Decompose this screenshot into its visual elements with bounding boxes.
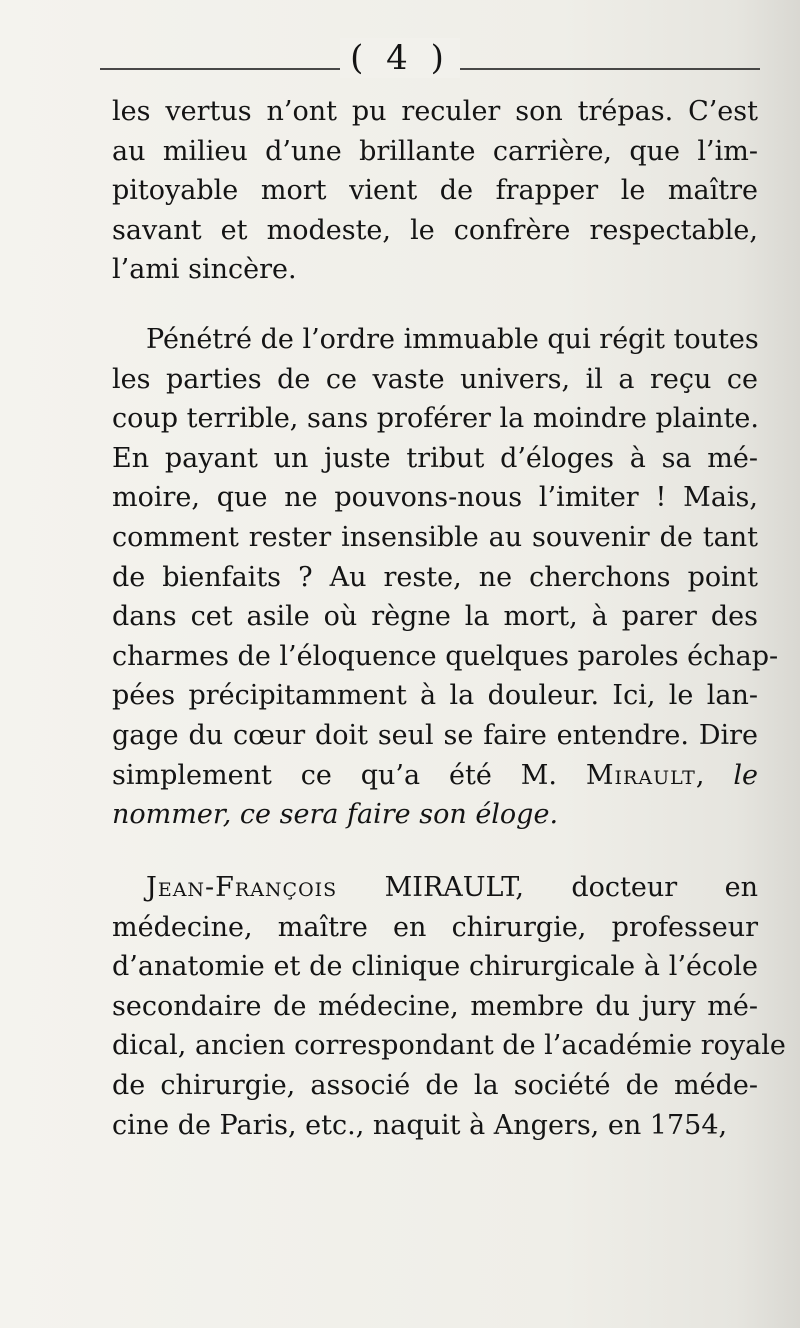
text-line: savant et modeste, le confrère respectable,	[112, 214, 758, 246]
text-line: coup terrible, sans proférer la moindre plainte.	[112, 403, 759, 435]
text-line: les vertus n’ont pu reculer son trépas. C’est	[112, 96, 758, 127]
text-line: pitoyable mort vient de frapper le maître	[112, 175, 758, 207]
text-line: de chirurgie, associé de la société de méde-	[112, 1069, 758, 1101]
italic-text: le	[733, 759, 758, 791]
text-line: médecine, maître en chirurgie, professeur	[112, 911, 758, 943]
text-line: de bienfaits ? Au reste, ne cherchons point	[112, 561, 758, 593]
text-line: charmes de l’éloquence quelques paroles échap-	[112, 640, 779, 672]
text-line: moire, que ne pouvons-nous l’imiter ! Mais,	[112, 482, 758, 514]
paragraph-1	[112, 92, 758, 290]
text-line: les parties de ce vaste univers, il a reçu ce	[112, 363, 758, 395]
text-line: d’anatomie et de clinique chirurgicale à l’école	[112, 951, 758, 983]
text-line-mixed	[112, 756, 758, 796]
text-segment: ,	[695, 759, 705, 791]
paragraph-2	[112, 320, 779, 835]
text-line: l’ami sincère.	[112, 254, 297, 286]
person-first-name: Jean-François	[146, 872, 338, 903]
person-last-name: MIRAULT	[384, 872, 516, 903]
text-line: secondaire de médecine, membre du jury mé-	[112, 990, 758, 1022]
text-line: pées précipitamment à la douleur. Ici, le lan-	[112, 680, 758, 712]
text-line: dical, ancien correspondant de l’académie royale	[112, 1030, 786, 1062]
text-line: En payant un juste tribut d’éloges à sa mé-	[112, 442, 758, 474]
text-line: cine de Paris, etc., naquit à Angers, en 1754,	[112, 1109, 728, 1141]
text-line: au milieu d’une brillante carrière, que l’im-	[112, 135, 758, 167]
italic-line: nommer, ce sera faire son éloge.	[112, 799, 559, 831]
page-number	[0, 32, 800, 84]
text-line: gage du cœur doit seul se faire entendre. Dire	[112, 719, 758, 751]
text-line: comment rester insensible au souvenir de tant	[112, 521, 758, 553]
text-line-mixed	[112, 868, 758, 908]
text-segment: simplement ce qu’a été M.	[112, 759, 557, 791]
page-number-text: ( 4 )	[340, 38, 460, 78]
text-line: Pénétré de l’ordre immuable qui régit toutes	[146, 324, 759, 355]
paragraph-3	[112, 868, 786, 1145]
text-segment: , docteur en	[515, 872, 758, 903]
person-name: Mirault	[585, 759, 696, 791]
text-line: dans cet asile où règne la mort, à parer des	[112, 601, 758, 633]
